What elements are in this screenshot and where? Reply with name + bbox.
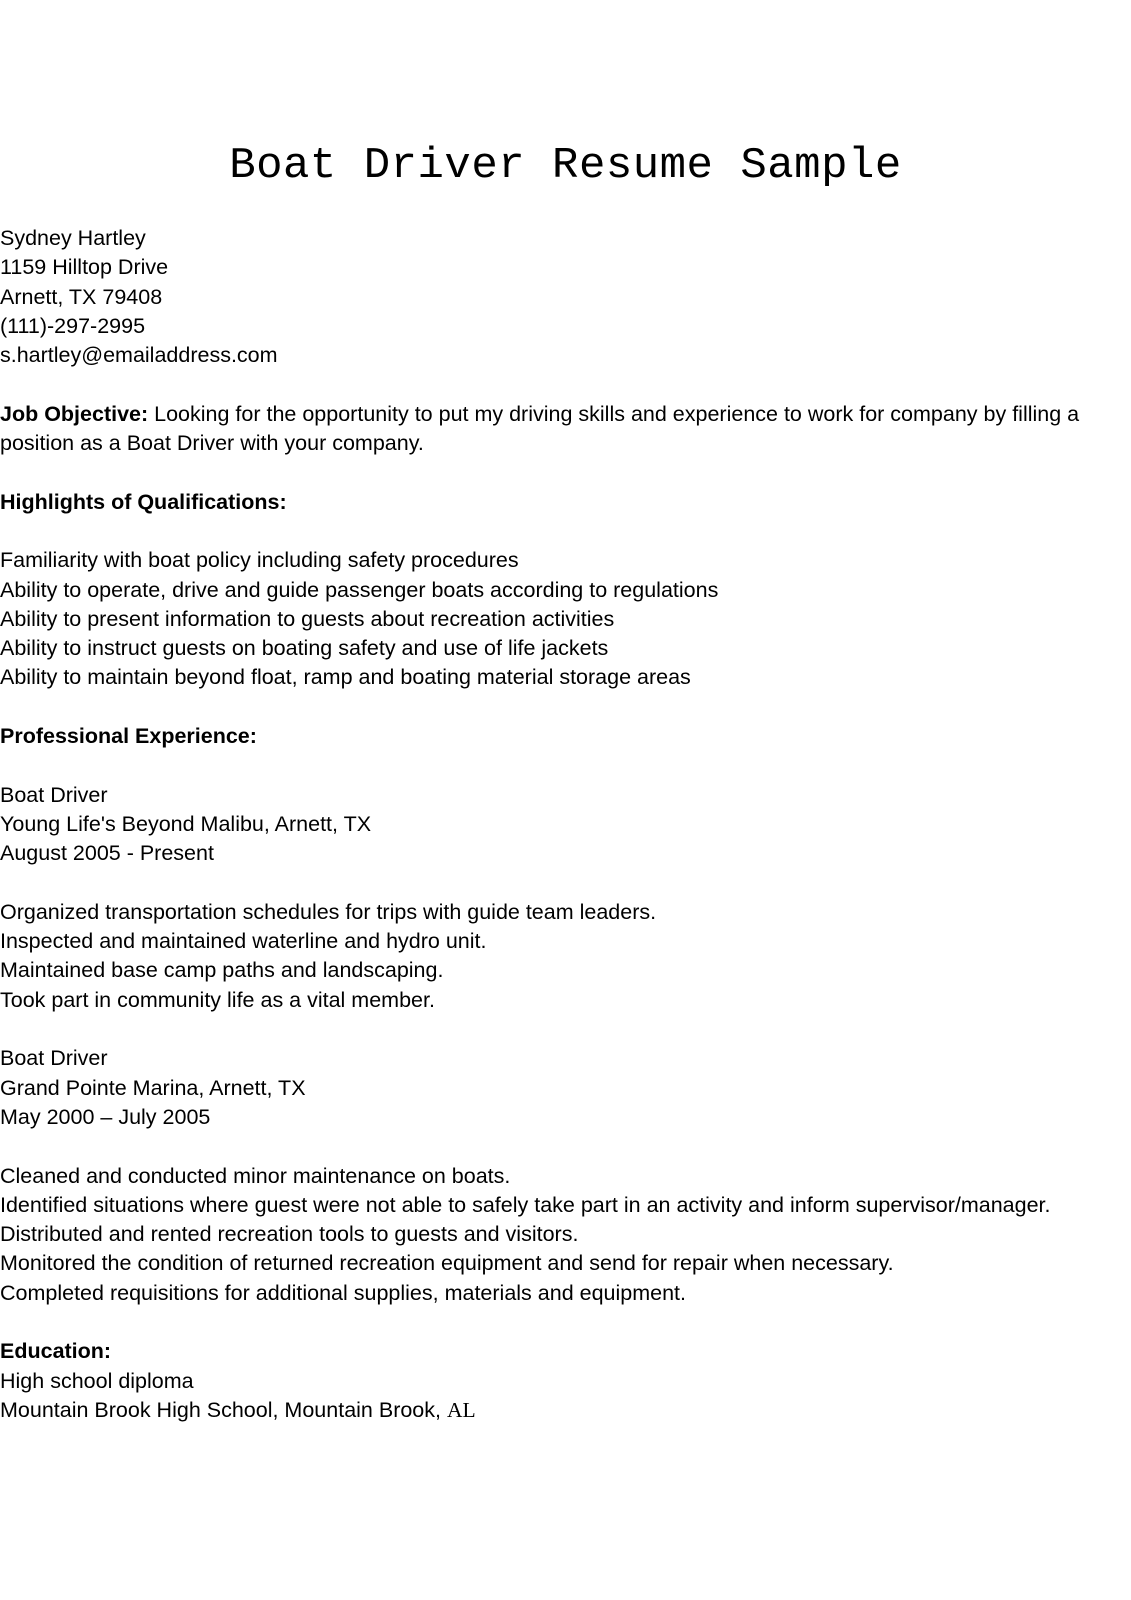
list-item: Familiarity with boat policy including safety procedures <box>0 548 519 573</box>
job-employer: Grand Pointe Marina, Arnett, TX <box>0 1075 306 1100</box>
list-item: Inspected and maintained waterline and hydro unit. <box>0 929 487 954</box>
contact-address: 1159 Hilltop Drive <box>0 255 169 280</box>
contact-phone: (111)-297-2995 <box>0 313 146 338</box>
list-item: Ability to maintain beyond float, ramp and boating material storage areas <box>0 665 691 690</box>
experience-heading: Professional Experience: <box>0 724 257 749</box>
education-school-name: Mountain Brook High School, Mountain Brook, <box>0 1397 441 1422</box>
job-objective-text: Looking for the opportunity to put my driving skills and experience to work for company by filling a position as a Boat Driver with your company. <box>0 401 1080 456</box>
contact-block <box>0 224 1125 370</box>
job-entry-1 <box>0 781 1125 1015</box>
contact-name: Sydney Hartley <box>0 226 146 250</box>
job-employer: Young Life's Beyond Malibu, Arnett, TX <box>0 811 372 836</box>
page-title: Boat Driver Resume Sample <box>229 141 902 191</box>
resume-body <box>0 224 1125 1425</box>
job-entry-2 <box>0 1044 1125 1308</box>
list-item: Distributed and rented recreation tools to guests and visitors. <box>0 1222 579 1247</box>
list-item: Organized transportation schedules for trips with guide team leaders. <box>0 899 657 924</box>
job-dates: August 2005 - Present <box>0 841 214 866</box>
job-objective <box>0 400 1125 459</box>
education-block <box>0 1337 1125 1425</box>
education-state: AL <box>446 1397 476 1422</box>
list-item: Monitored the condition of returned recreation equipment and send for repair when necessary. <box>0 1251 894 1276</box>
list-item: Took part in community life as a vital member. <box>0 987 435 1012</box>
job-title: Boat Driver <box>0 782 108 807</box>
education-degree: High school diploma <box>0 1368 194 1393</box>
list-item: Ability to present information to guests about recreation activities <box>0 606 615 631</box>
education-school <box>0 1396 1125 1425</box>
list-item: Completed requisitions for additional supplies, materials and equipment. <box>0 1280 686 1305</box>
contact-email: s.hartley@emailaddress.com <box>0 343 278 368</box>
job-objective-label: Job Objective: <box>0 401 149 426</box>
list-item: Ability to instruct guests on boating safety and use of life jackets <box>0 636 609 661</box>
qualifications-heading: Highlights of Qualifications: <box>0 489 287 514</box>
list-item: Cleaned and conducted minor maintenance on boats. <box>0 1163 511 1188</box>
contact-city: Arnett, TX 79408 <box>0 284 163 309</box>
job-title: Boat Driver <box>0 1046 108 1071</box>
education-heading: Education: <box>0 1339 112 1364</box>
qualifications-list <box>0 546 1125 692</box>
list-item: Identified situations where guest were not able to safely take part in an activity and inform supervisor/manager. <box>0 1192 1051 1217</box>
job-dates: May 2000 – July 2005 <box>0 1104 211 1129</box>
list-item: Ability to operate, drive and guide passenger boats according to regulations <box>0 577 719 602</box>
list-item: Maintained base camp paths and landscaping. <box>0 958 444 983</box>
